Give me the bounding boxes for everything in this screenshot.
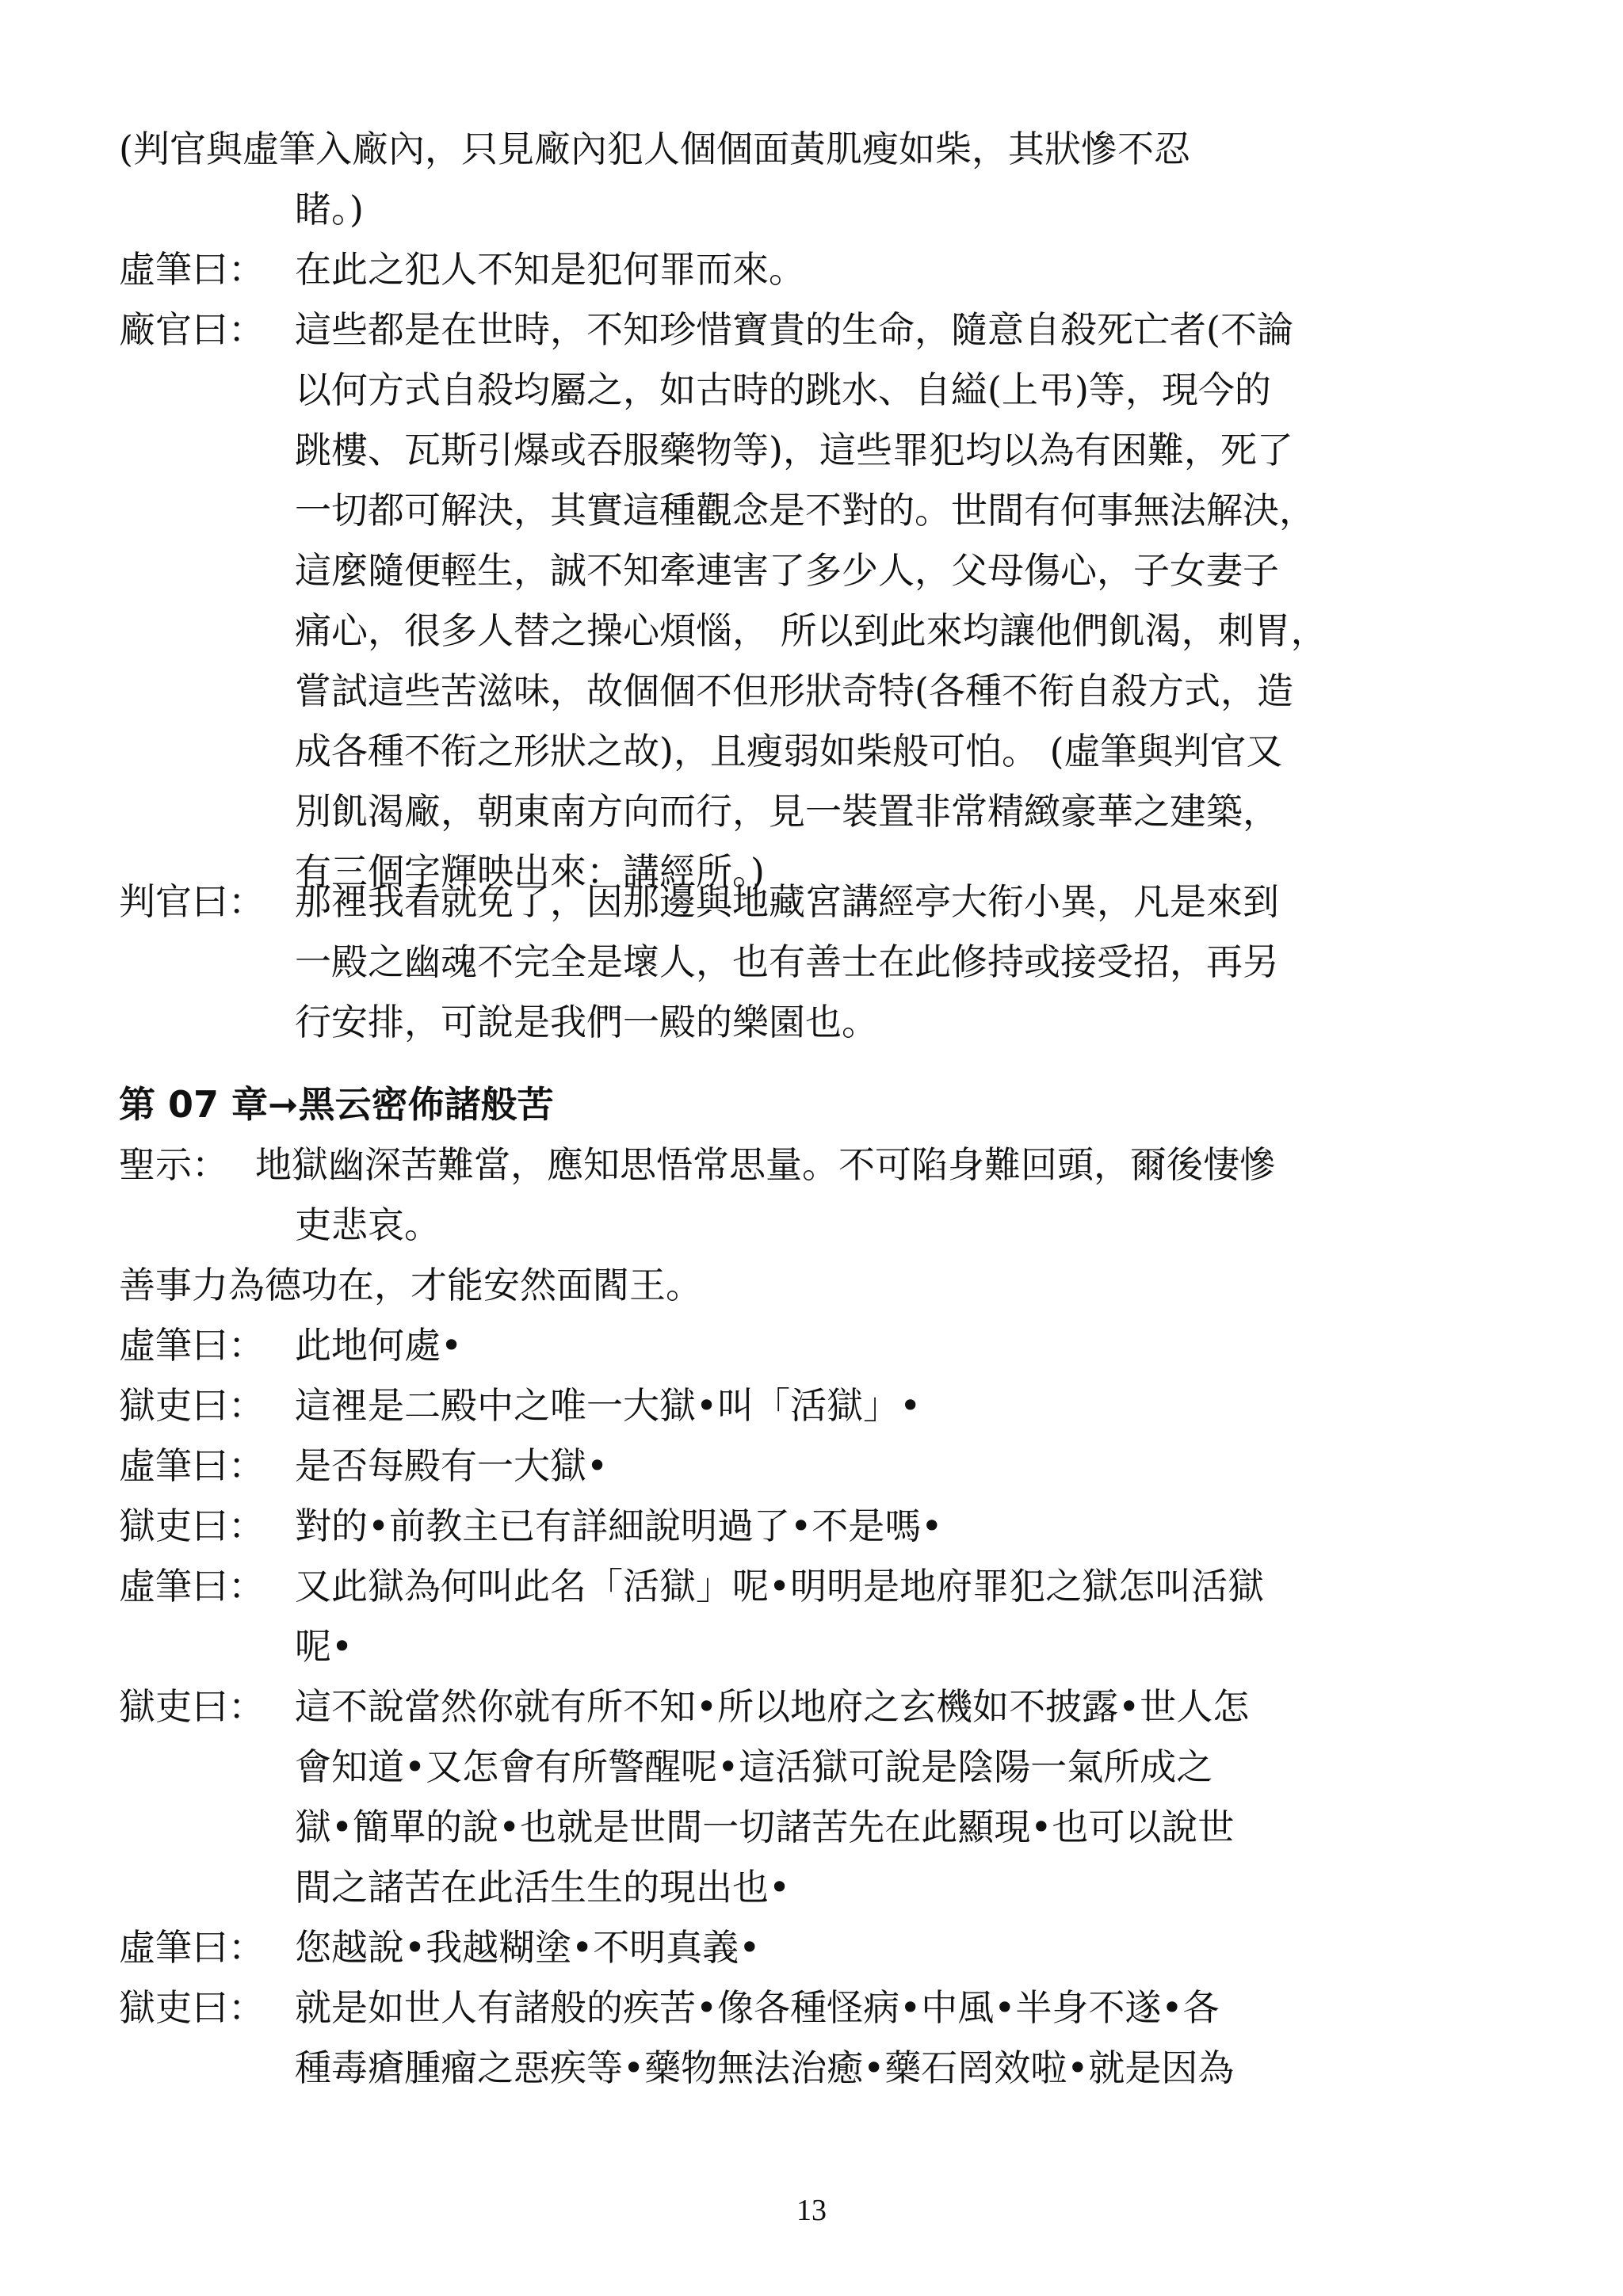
speaker-label: 虛筆曰：	[119, 1926, 265, 1969]
dialogue-paragraph	[119, 1375, 1529, 1436]
dialogue-paragraph	[119, 1917, 1529, 1978]
speaker-label: 獄吏曰：	[119, 1505, 265, 1547]
text-line: 種毒瘡腫瘤之惡疾等•藥物無法治癒•藥石罔效啦•就是因為	[295, 2046, 1235, 2089]
speaker-label: 獄吏曰：	[119, 1384, 265, 1427]
text-line: 成各種不衔之形狀之故)，且瘦弱如柴般可怕。 (虛筆與判官又	[295, 730, 1283, 772]
text-line: 有三個字輝映出來：講經所。)	[295, 850, 765, 893]
text-line: 又此獄為何叫此名「活獄」呢•明明是地府罪犯之獄怎叫活獄	[295, 1565, 1265, 1608]
dialogue-paragraph	[119, 1676, 1529, 1917]
text-line: 這裡是二殿中之唯一大獄•叫「活獄」•	[295, 1384, 922, 1427]
dialogue-paragraph	[119, 1978, 1529, 2098]
text-line: 地獄幽深苦難當，應知思悟常思量。不可陷身難回頭，爾後悽慘	[255, 1143, 1276, 1186]
dialogue-paragraph	[119, 1315, 1529, 1375]
speaker-label: 判官曰：	[119, 880, 265, 923]
speaker-label: 虛筆曰：	[119, 248, 265, 291]
text-line: 睹。)	[295, 188, 364, 231]
text-line: 這不說當然你就有所不知•所以地府之玄機如不披露•世人怎	[295, 1685, 1250, 1728]
text-line: 以何方式自殺均屬之，如古時的跳水、自縊(上弔)等，現今的	[295, 368, 1271, 411]
dialogue-paragraph	[119, 1556, 1529, 1676]
text-line: 一殿之幽魂不完全是壞人，也有善士在此修持或接受招，再另	[295, 940, 1279, 983]
text-line: 那裡我看就免了，因那邊與地藏宮講經亭大衔小異，凡是來到	[295, 880, 1279, 923]
text-line: 獄•簡單的說•也就是世間一切諸苦先在此顯現•也可以說世	[295, 1806, 1235, 1848]
text-line: 行安排，可說是我們一殿的樂園也。	[295, 1001, 878, 1043]
dialogue-paragraph	[119, 1496, 1529, 1556]
text-line: 這些都是在世時，不知珍惜寶貴的生命，隨意自殺死亡者(不論	[295, 308, 1293, 351]
dialogue-paragraph	[119, 871, 1529, 1052]
text-line: 痛心，很多人替之操心煩惱， 所以到此來均讓他們飢渴，刺胃，	[295, 609, 1327, 652]
dialogue-paragraph	[119, 299, 1529, 902]
speaker-label: 虛筆曰：	[119, 1324, 265, 1367]
dialogue-paragraph	[119, 1436, 1529, 1496]
text-line: 會知道•又怎會有所警醒呢•這活獄可說是陰陽一氣所成之	[295, 1745, 1213, 1788]
text-line: 跳樓、瓦斯引爆或吞服藥物等)，這些罪犯均以為有困難，死了	[295, 429, 1293, 471]
speaker-label: 獄吏曰：	[119, 1986, 265, 2029]
text-line: 此地何處•	[295, 1324, 463, 1367]
speaker-label: 獄吏曰：	[119, 1685, 265, 1728]
text-line: 嘗試這些苦滋味，故個個不但形狀奇特(各種不衔自殺方式，造	[295, 669, 1293, 712]
text-line: 一切都可解決，其實這種觀念是不對的。世間有何事無法解決，	[295, 489, 1316, 532]
speaker-label: 廠官曰：	[119, 308, 265, 351]
text-line: 吏悲哀。	[295, 1203, 441, 1246]
text-line: (判官與虛筆入廠內，只見廠內犯人個個面黃肌瘦如柴，其狀慘不忍	[119, 128, 1190, 170]
text-line: 對的•前教主已有詳細說明過了•不是嗎•	[295, 1505, 943, 1547]
text-line: 這麼隨便輕生，誠不知牽連害了多少人，父母傷心，子女妻子	[295, 549, 1279, 592]
text-line: 是否每殿有一大獄•	[295, 1444, 609, 1487]
text-line: 別飢渴廠，朝東南方向而行，見一裝置非常精緻豪華之建築，	[295, 790, 1279, 833]
speaker-label: 聖示：	[119, 1143, 228, 1186]
text-line: 呢•	[295, 1625, 353, 1668]
page-number: 13	[796, 2194, 827, 2227]
speaker-label: 虛筆曰：	[119, 1444, 265, 1487]
text-line: 善事力為德功在，才能安然面閻王。	[119, 1264, 702, 1306]
speaker-label: 虛筆曰：	[119, 1565, 265, 1608]
text-line: 間之諸苦在此活生生的現出也•	[295, 1866, 791, 1909]
chapter-heading: 第 07 章➞黑云密佈諸般苦	[119, 1083, 554, 1126]
verse-paragraph	[119, 1255, 1529, 1315]
text-line: 就是如世人有諸般的疾苦•像各種怪病•中風•半身不遂•各	[295, 1986, 1220, 2029]
text-line: 您越說•我越糊塗•不明真義•	[295, 1926, 761, 1969]
verse-paragraph	[119, 1135, 1529, 1255]
text-line: 在此之犯人不知是犯何罪而來。	[295, 248, 805, 291]
narration-paragraph	[119, 119, 1529, 239]
dialogue-paragraph	[119, 239, 1529, 299]
